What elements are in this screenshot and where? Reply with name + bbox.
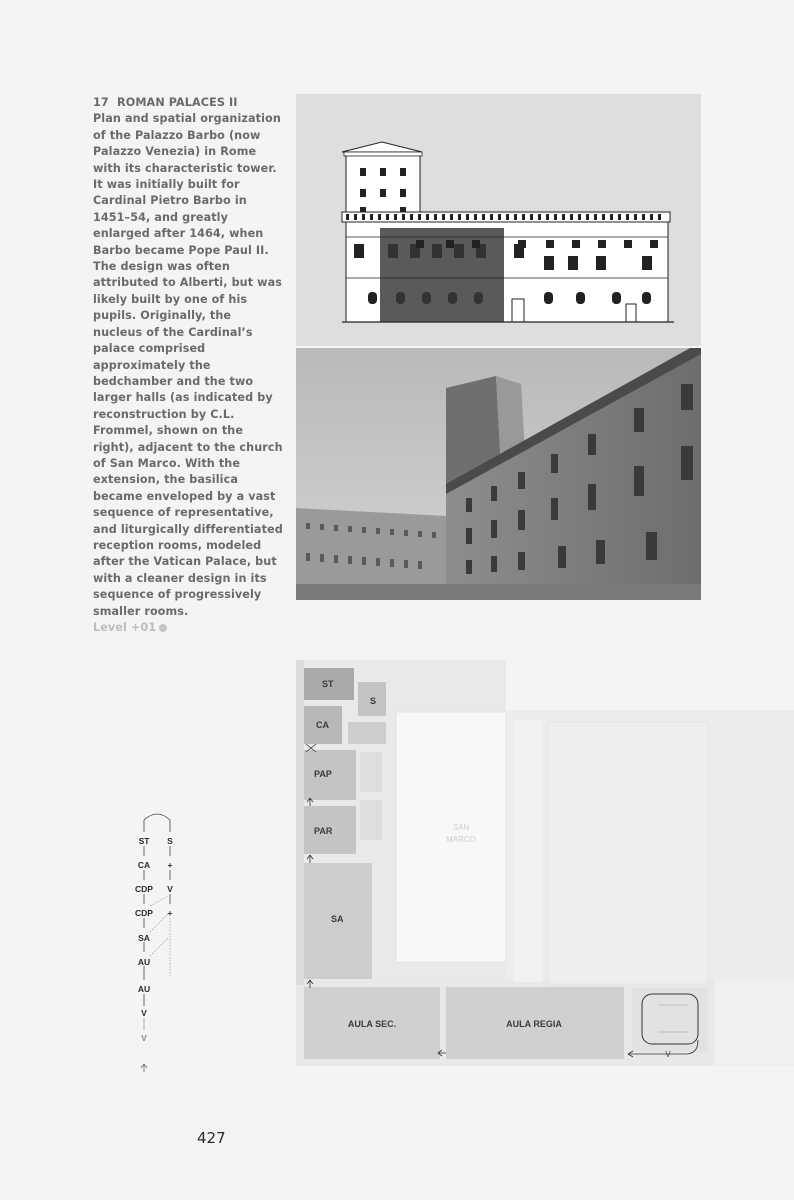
caption-heading [93, 95, 283, 111]
sequence-left-8: V [141, 1008, 147, 1018]
palazzo-photograph [296, 348, 701, 600]
sequence-left-3: CDP [135, 884, 153, 894]
sequence-left-9: V [141, 1033, 147, 1043]
up-arrow-icon [141, 1064, 147, 1072]
facade-elevation-drawing [296, 94, 701, 346]
room-label-sa: SA [331, 914, 344, 924]
elevation-svg [296, 94, 701, 346]
sequence-right-3: V [167, 884, 173, 894]
figure-title: ROMAN PALACES II [117, 96, 238, 109]
room-label-aula-sec: AULA SEC. [347, 1019, 397, 1029]
sequence-diagram-svg [120, 810, 180, 1075]
sequence-left-1: ST [138, 836, 150, 846]
room-label-st: ST [322, 679, 334, 689]
room-label-par: PAR [314, 826, 333, 836]
caption [93, 95, 283, 636]
sequence-left-4: CDP [135, 908, 153, 918]
photograph-svg [296, 348, 701, 600]
floor-plan-svg [296, 660, 794, 1066]
room-sequence-diagram [120, 810, 180, 1075]
room-label-pap: PAP [314, 769, 332, 779]
sequence-left-5: SA [138, 933, 150, 943]
sequence-left-6: AU [137, 957, 151, 967]
level-icon [159, 624, 167, 632]
level-label: Level +01 [93, 621, 157, 634]
church-label-line1: SAN [452, 823, 470, 832]
page-number: 427 [197, 1129, 226, 1147]
sequence-right-4: + [167, 908, 173, 918]
room-label-aula-regia: AULA REGIA [506, 1019, 562, 1029]
church-label-line2: MARCO [446, 835, 476, 844]
floor-plan [296, 660, 794, 1066]
figure-number: 17 [93, 96, 109, 109]
level-indicator [93, 620, 283, 636]
sequence-left-2: CA [137, 860, 151, 870]
sequence-right-1: S [167, 836, 173, 846]
room-label-v: V [665, 1050, 671, 1059]
room-label-ca: CA [316, 720, 329, 730]
room-label-s: S [370, 696, 377, 706]
sequence-right-2: + [167, 860, 173, 870]
sequence-left-7: AU [137, 984, 151, 994]
caption-body: Plan and spatial organization of the Palazzo Barbo (now Palazzo Venezia) in Rome with its characteristic tower. It was initially built for Cardinal Pietro Barbo in 1451–54, and greatly enlarged after 1464, when Barbo became Pope Paul II. The design was often attributed to Alberti, but was likely built by one of his pupils. Originally, the nucleus of the Cardinal’s palace comprised approximately the bedchamber and the two larger halls (as indicated by reconstruction by C.L. Frommel, shown on the right), adjacent to the church of San Marco. With the extension, the basilica became enveloped by a vast sequence of representative, and liturgically differentiated reception rooms, modeled after the Vatican Palace, but with a cleaner design in its sequence of progressively smaller rooms. [93, 112, 283, 618]
